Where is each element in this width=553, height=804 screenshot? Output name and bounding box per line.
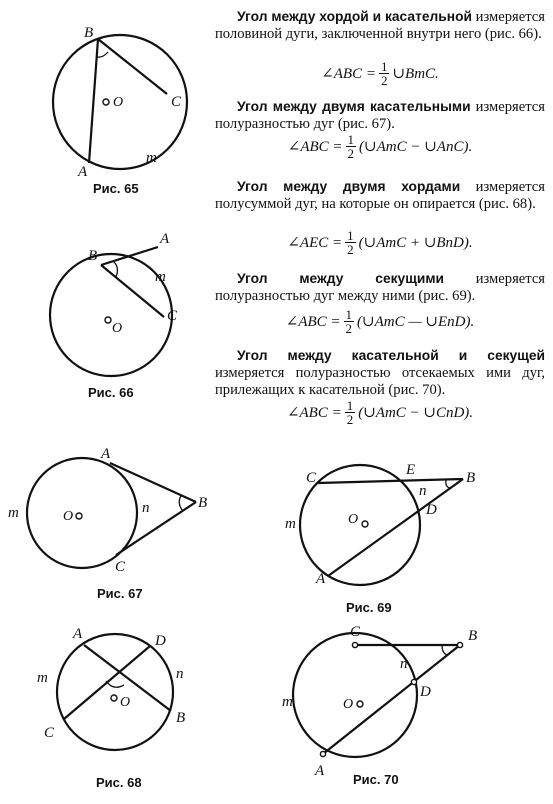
caption-fig70: Рис. 70 [353, 772, 399, 787]
label-o: O [120, 695, 131, 710]
fraction-numerator: 1 [345, 307, 353, 322]
label-c: C [306, 470, 317, 486]
rule-4-text [215, 270, 545, 305]
formula-lhs: ∠ABC = [287, 139, 343, 155]
label-b: B [176, 710, 186, 726]
label-m: m [146, 150, 157, 166]
fraction-denominator: 2 [345, 321, 353, 336]
figure-67-drawing [0, 445, 220, 580]
label-d: D [426, 502, 437, 518]
figure-66 [40, 225, 200, 385]
tangent-ba [101, 247, 158, 265]
fraction-half [346, 133, 357, 160]
label-d: D [155, 633, 166, 649]
rule-1-text [215, 8, 545, 43]
fraction-denominator: 2 [346, 412, 354, 427]
label-b: B [468, 628, 478, 644]
rule-1-body: измеряется половиной дуги, заключенной внутри него (рис. 66). [215, 9, 545, 42]
rule-2-formula [215, 133, 545, 160]
rule-3-body: измеряется полусуммой дуг, на которые он опирается (рис. 68). [215, 179, 545, 212]
label-a: A [316, 571, 326, 587]
center-point [357, 701, 363, 707]
formula-rhs: (∪AmC − ∪AnC). [359, 139, 473, 155]
center-point [76, 513, 82, 519]
fraction-numerator: 1 [346, 398, 354, 413]
formula-rhs: ∪BmC. [392, 66, 439, 82]
formula-lhs: ∠AEC = [287, 235, 343, 251]
caption-fig65: Рис. 65 [93, 181, 139, 196]
label-d: D [420, 684, 431, 700]
rule-2-body: измеряется полуразностью дуг (рис. 67). [215, 99, 545, 132]
fraction-denominator: 2 [347, 242, 354, 257]
rule-4-body: измеряется полуразностью дуг между ними (рис. 69). [215, 271, 546, 304]
formula-lhs: ∠ABC = [286, 405, 342, 421]
caption-fig66: Рис. 66 [88, 385, 134, 400]
point-a [320, 751, 325, 756]
fraction-half [345, 399, 356, 426]
label-b: B [466, 470, 476, 486]
figure-67 [0, 445, 220, 580]
label-n: n [400, 656, 408, 672]
figure-68 [0, 615, 220, 750]
caption-fig67: Рис. 67 [97, 586, 143, 601]
label-o: O [113, 95, 124, 110]
figure-68-drawing [0, 615, 220, 750]
label-c: C [115, 559, 126, 575]
fraction-numerator: 1 [347, 132, 355, 147]
label-m: m [155, 269, 166, 285]
formula-lhs: ∠ABC = [321, 66, 376, 82]
label-o: O [63, 509, 74, 524]
center-point [103, 99, 109, 105]
label-o: O [112, 321, 123, 336]
center-point [105, 317, 111, 323]
formula-rhs: (∪AmC + ∪BnD). [358, 235, 473, 251]
secant-cb [318, 479, 463, 483]
formula-rhs: (∪AmC − ∪CnD). [358, 405, 474, 421]
label-o: O [343, 697, 354, 712]
angle-arc [97, 52, 109, 57]
label-m: m [282, 694, 293, 710]
rule-3-formula [215, 229, 545, 256]
label-b: B [84, 25, 94, 41]
label-m: m [8, 505, 19, 521]
label-b: B [88, 248, 98, 264]
label-n: n [142, 500, 150, 516]
rule-3-text [215, 178, 545, 213]
rule-5-body: измеряется полуразностью отсекаемых ими дуг, прилежащих к касательной (рис. 70). [215, 365, 545, 398]
center-point [362, 521, 368, 527]
rule-3-bold: Угол между двумя хордами [237, 179, 461, 194]
figure-69-drawing [270, 455, 500, 595]
label-o: O [348, 512, 359, 527]
label-a: A [78, 164, 88, 180]
figure-65-drawing [40, 22, 200, 182]
label-n: n [419, 483, 427, 499]
label-a: A [315, 763, 325, 779]
rule-2-bold: Угол между двумя касательными [237, 99, 471, 114]
label-c: C [44, 725, 55, 741]
chord-bc [98, 39, 167, 94]
rule-5-formula [215, 399, 545, 426]
figure-70 [270, 620, 500, 779]
angle-arc [442, 645, 447, 655]
tangent-cb [116, 502, 196, 555]
label-m: m [285, 516, 296, 532]
caption-fig68: Рис. 68 [96, 775, 142, 790]
label-m: m [37, 670, 48, 686]
secant-ab [328, 479, 463, 576]
label-c: C [350, 624, 361, 640]
formula-rhs: (∪AmC — ∪EnD). [357, 314, 475, 330]
rule-5-text [215, 347, 545, 399]
rule-5-bold: Угол между касательной и секущей [237, 348, 545, 363]
fraction-denominator: 2 [380, 73, 388, 88]
angle-arc [179, 496, 182, 510]
fraction-numerator: 1 [380, 59, 388, 74]
fraction-numerator: 1 [347, 228, 354, 243]
rule-4-bold: Угол между секущими [237, 271, 445, 286]
formula-lhs: ∠ABC = [285, 314, 341, 330]
label-a: A [101, 446, 111, 462]
rule-1-formula [215, 60, 545, 87]
angle-arc [446, 480, 450, 488]
caption-fig69: Рис. 69 [346, 600, 392, 615]
label-n: n [176, 666, 184, 682]
label-b: B [198, 495, 208, 511]
figure-66-drawing [40, 225, 200, 385]
rule-1-bold: Угол между хордой и касательной [237, 9, 472, 24]
rule-4-formula [215, 308, 545, 335]
point-d [411, 679, 416, 684]
figure-70-drawing [270, 620, 500, 779]
label-c: C [171, 94, 182, 110]
point-c [352, 642, 357, 647]
fraction-half [344, 308, 355, 335]
figure-69 [270, 455, 500, 595]
point-b [457, 642, 462, 647]
center-point [111, 695, 117, 701]
circle [57, 634, 173, 750]
fraction-denominator: 2 [347, 146, 355, 161]
label-a: A [160, 231, 170, 247]
fraction-half [379, 60, 390, 87]
label-a: A [73, 626, 83, 642]
label-e: E [406, 462, 416, 478]
fraction-half [345, 229, 356, 256]
figure-65 [40, 22, 200, 182]
label-c: C [167, 308, 178, 324]
tangent-ab [110, 463, 196, 502]
rule-2-text [215, 98, 545, 133]
